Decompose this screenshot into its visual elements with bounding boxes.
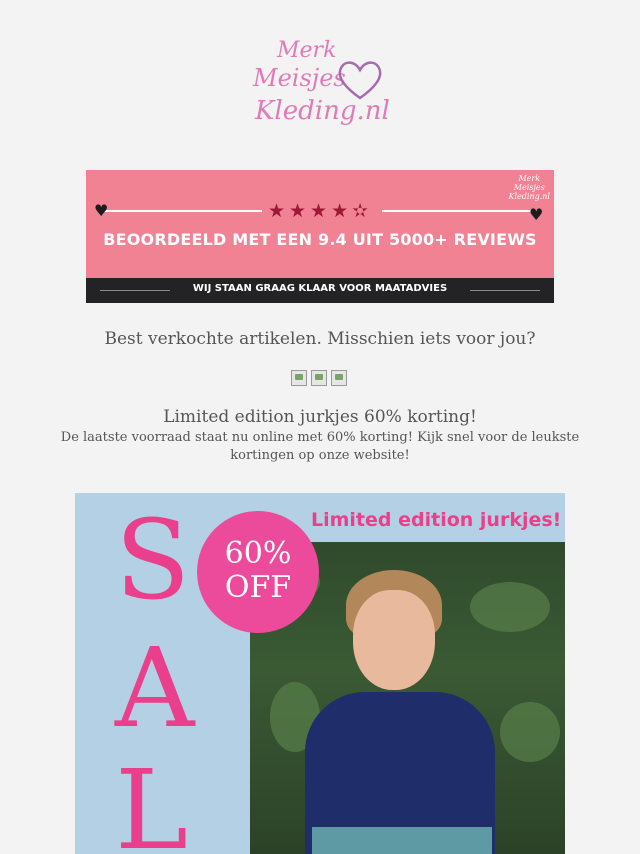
logo-line-2: Meisjes — [253, 64, 346, 92]
discount-percent: 60% — [224, 536, 292, 571]
brand-logo[interactable] — [245, 36, 395, 136]
mini-logo-line-1: Merk — [518, 174, 541, 183]
heart-right-icon: ♥ — [529, 205, 544, 224]
sale-letter-l: L — [115, 746, 189, 854]
heart-left-icon: ♥ — [94, 201, 109, 220]
girl-face — [353, 590, 435, 690]
rating-stars: ★★★★✫ — [267, 200, 373, 222]
bestseller-thumbnails — [291, 370, 351, 386]
heart-icon — [335, 58, 385, 102]
logo-line-3: Kleding.nl — [255, 96, 390, 126]
maatadvies-text: WIJ STAAN GRAAG KLAAR VOOR MAATADVIES — [192, 283, 448, 294]
promo-text: De laatste voorraad staat nu online met 60% korting! Kijk snel voor de leukste kortingen op onze website! — [60, 430, 580, 463]
logo-line-1: Merk — [277, 38, 337, 63]
mini-logo-line-2: Meisjes — [513, 183, 545, 192]
sale-letter-s: S — [115, 496, 191, 624]
mini-logo-line-3: Kleding.nl — [508, 192, 550, 201]
banner-mini-logo — [509, 174, 550, 201]
reviews-banner[interactable] — [86, 170, 554, 303]
discount-badge — [197, 511, 319, 633]
banner-pink-area — [86, 170, 554, 278]
sale-hero-image[interactable] — [75, 493, 565, 854]
limited-edition-label: Limited edition jurkjes! — [311, 509, 562, 531]
girl-skirt — [312, 827, 492, 854]
rating-heading: BEOORDEELD MET EEN 9.4 UIT 5000+ REVIEWS — [103, 230, 537, 249]
product-thumbnail-3[interactable] — [331, 370, 347, 386]
discount-off: OFF — [224, 570, 292, 605]
product-thumbnail-1[interactable] — [291, 370, 307, 386]
sale-letter-a: A — [115, 624, 195, 752]
promo-title: Limited edition jurkjes 60% korting! — [163, 407, 477, 427]
bestsellers-title: Best verkochte artikelen. Misschien iets voor jou? — [104, 329, 536, 349]
product-thumbnail-2[interactable] — [311, 370, 327, 386]
